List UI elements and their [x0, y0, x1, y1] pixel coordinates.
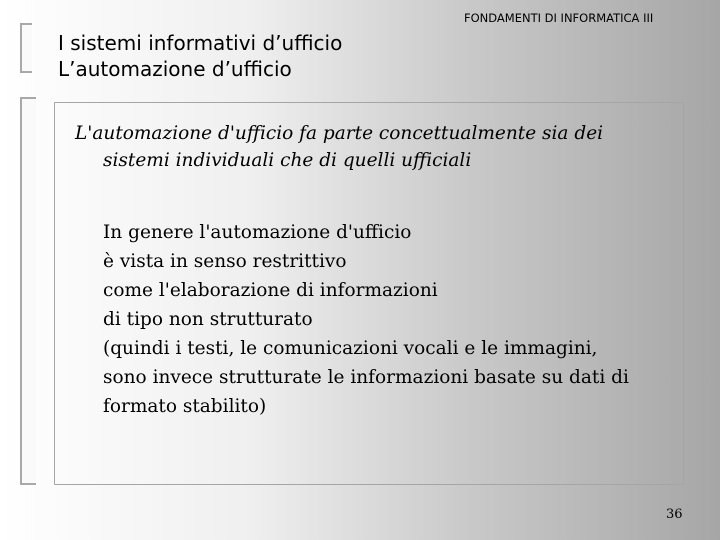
title-line-2: L’automazione d’ufficio [58, 57, 292, 81]
body-line: è vista in senso restrittivo [103, 251, 347, 272]
body-line: formato stabilito) [103, 396, 267, 417]
body-line: di tipo non strutturato [103, 309, 313, 330]
panel-bracket-decoration [20, 97, 36, 485]
intro-line-1: L'automazione d'ufficio fa parte concettualmente sia dei [75, 123, 604, 144]
body-line: sono invece strutturate le informazioni basate su dati di [103, 367, 629, 388]
body-line: In genere l'automazione d'ufficio [103, 222, 412, 243]
page-number: 36 [666, 507, 683, 522]
course-label: FONDAMENTI DI INFORMATICA III [464, 11, 654, 25]
intro-paragraph [75, 120, 675, 174]
title-line-1: I sistemi informativi d’ufficio [58, 31, 343, 55]
title-bracket-decoration [20, 23, 32, 73]
slide-title [58, 30, 342, 82]
intro-line-2: sistemi individuali che di quelli ufficiali [103, 150, 472, 171]
body-line: (quindi i testi, le comunicazioni vocali e le immagini, [103, 338, 598, 359]
body-paragraph [103, 218, 629, 421]
body-line: come l'elaborazione di informazioni [103, 280, 438, 301]
